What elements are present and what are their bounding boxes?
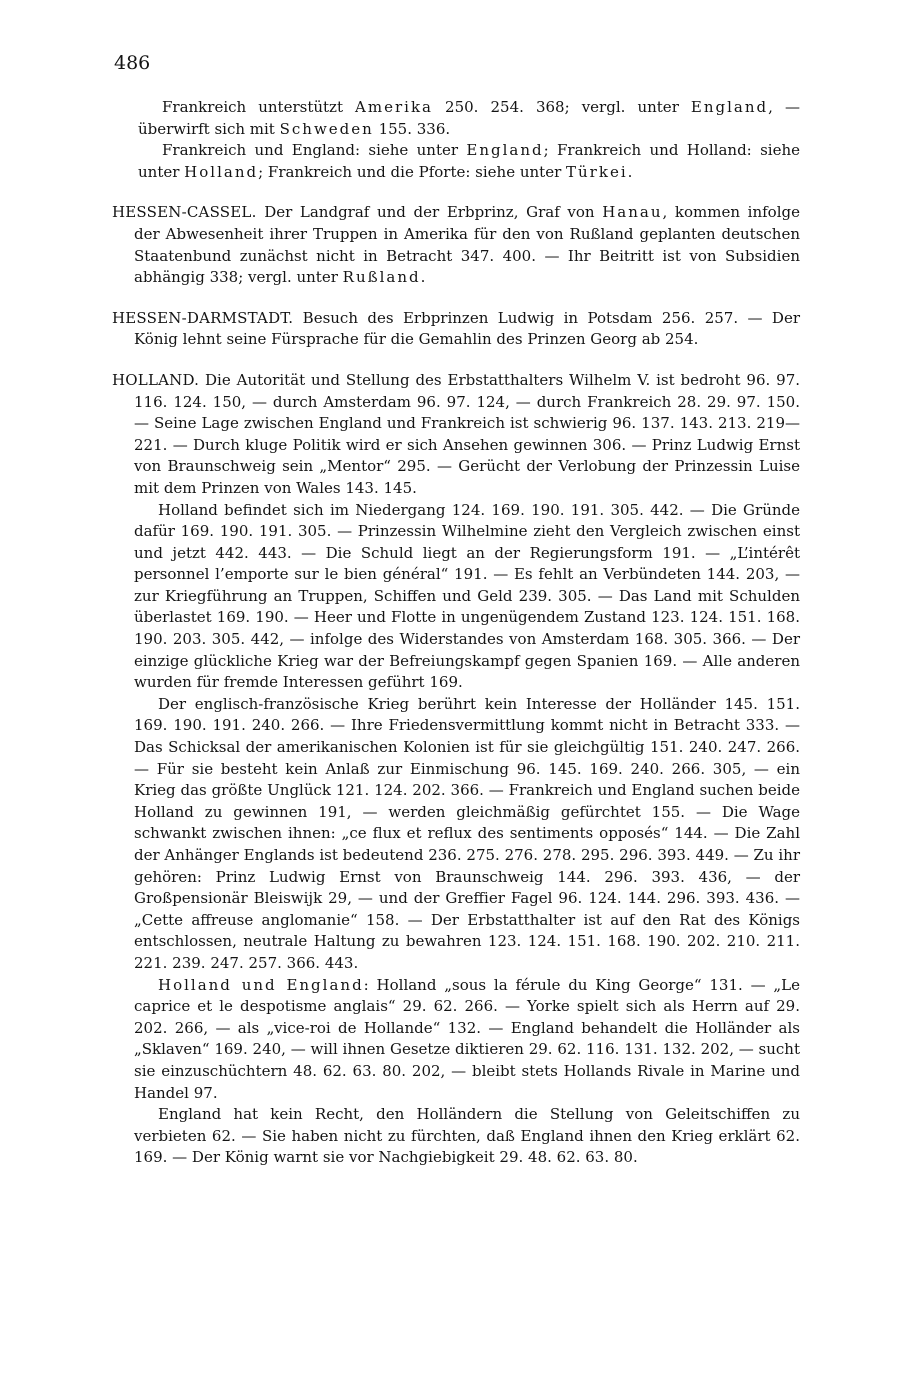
spaced-term: Holland	[184, 162, 259, 181]
entry-text: .	[627, 162, 633, 181]
spaced-term: Amerika	[355, 98, 433, 116]
index-entry	[112, 308, 800, 351]
entry-text: 250. 254. 368; vergl. unter	[432, 98, 691, 116]
spaced-term: England	[690, 98, 769, 116]
entry-paragraph	[134, 500, 800, 694]
entry-paragraph	[134, 1104, 800, 1169]
entry-text: ; Frankreich und Holland: siehe unter	[138, 141, 800, 181]
index-content	[112, 97, 800, 1188]
spaced-term: Holland und England	[158, 975, 364, 994]
entry-text: Die Autorität und Stellung des Erbstatthalters Wilhelm V. ist bedroht 96. 97. 116. 124. 150, — durch Amsterdam 96. 97. 124, — durch Frankreich 28. 29. 97. 150. — Seine Lage zwischen England und Frankreich ist schwierig 96. 137. 143. 213. 219—221. — Durch kluge Politik wird er sich Ansehen gewinnen 306. — Prinz Ludwig Ernst von Braunschweig sein „Mentor“ 295. — Gerücht der Verlobung der Prinzessin Luise mit dem Prinzen von Wales 143. 145.	[134, 370, 800, 497]
entry-paragraph	[138, 140, 800, 183]
entry-heading: HESSEN-CASSEL.	[112, 203, 257, 222]
spaced-term: Türkei	[566, 162, 628, 181]
entry-text: .	[420, 268, 426, 287]
spaced-term: Schweden	[279, 119, 374, 138]
entry-paragraph	[134, 694, 800, 975]
page-number: 486	[114, 52, 151, 74]
entry-paragraph	[112, 202, 800, 288]
entry-heading: HOLLAND.	[112, 370, 200, 389]
index-entry	[112, 370, 800, 1169]
entry-heading: HESSEN-DARMSTADT.	[112, 308, 294, 327]
entry-text: , kommen infolge der Abwesenheit ihrer Truppen in Amerika für den von Rußland geplanten deutschen Staatenbund zunächst nicht in Betracht 347. 400. — Ihr Beitritt ist von Subsidien abhängig 338; vergl. unter	[134, 203, 800, 287]
entry-text: , — überwirft sich mit	[138, 98, 800, 138]
index-entry	[112, 202, 800, 288]
entry-text: Der Landgraf und der Erbprinz, Graf von	[256, 203, 603, 222]
entry-text: Frankreich und England: siehe unter	[162, 141, 467, 160]
entry-text: : Holland „sous la férule du King George“ 131. — „Le caprice et le despotisme anglais“ 29. 62. 266. — Yorke spielt sich als Herrn auf 29. 202. 266, — als „vice-roi de Hollande“ 132. — England behandelt die Holländer als „Sklaven“ 169. 240, — will ihnen Gesetze diktieren 29. 62. 116. 131. 132. 202, — sucht sie einzuschüchtern 48. 62. 63. 80. 202, — bleibt stets Hollands Rivale in Marine und Handel 97.	[134, 975, 800, 1102]
entry-text: Frankreich unterstützt	[162, 98, 356, 116]
spaced-term: Rußland	[342, 268, 421, 287]
entry-text: Der englisch-französische Krieg berührt kein Interesse der Holländer 145. 151. 169. 190. 191. 240. 266. — Ihre Friedensvermittlung kommt nicht in Betracht 333. — Das Schicksal der amerikanischen Kolonien ist für sie gleichgültig 151. 240. 247. 266. — Für sie besteht kein Anlaß zur Einmischung 96. 145. 169. 240. 266. 305, — ein Krieg das größte Unglück 121. 124. 202. 366. — Frankreich und England suchen beide Holland zu gewinnen 191, — werden gleichmäßig gefürchtet 155. — Die Wage schwankt zwischen ihnen: „ce flux et reflux des sentiments opposés“ 144. — Die Zahl der Anhänger Englands ist bedeutend 236. 275. 276. 278. 295. 296. 393. 449. — Zu ihr gehören: Prinz Ludwig Ernst von Braunschweig 144. 296. 393. 436, — der Großpensionär Bleiswijk 29, — und der Greffier Fagel 96. 124. 144. 296. 393. 436. — „Cette affreuse anglomanie“ 158. — Der Erbstatthalter ist auf den Rat des Königs entschlossen, neutrale Haltung zu bewahren 123. 124. 151. 168. 190. 202. 210. 211. 221. 239. 247. 257. 366. 443.	[134, 694, 800, 972]
spaced-term: Hanau	[602, 203, 663, 222]
index-entry	[112, 97, 800, 183]
entry-text: England hat kein Recht, den Holländern die Stellung von Geleitschiffen zu verbieten 62. — Sie haben nicht zu fürchten, daß England ihnen den Krieg erklärt 62. 169. — Der König warnt sie vor Nachgiebigkeit 29. 48. 62. 63. 80.	[134, 1105, 800, 1167]
entry-paragraph	[134, 975, 800, 1105]
entry-paragraph	[112, 308, 800, 351]
spaced-term: England	[466, 141, 544, 160]
entry-text: 155. 336.	[373, 119, 451, 138]
entry-paragraph	[138, 97, 800, 140]
entry-text: Holland befindet sich im Niedergang 124. 169. 190. 191. 305. 442. — Die Gründe dafür 169. 190. 191. 305. — Prinzessin Wilhelmine zieht den Vergleich zwischen einst und jetzt 442. 443. — Die Schuld liegt an der Regierungsform 191. — „L’intérêt personnel l’emporte sur le bien général“ 191. — Es fehlt an Verbündeten 144. 203, — zur Kriegführung an Truppen, Schiffen und Geld 239. 305. — Das Land mit Schulden überlastet 169. 190. — Heer und Flotte in ungenügendem Zustand 123. 124. 151. 168. 190. 203. 305. 442, — infolge des Widerstandes von Amsterdam 168. 305. 366. — Der einzige glückliche Krieg war der Befreiungskampf gegen Spanien 169. — Alle anderen wurden für fremde Interessen geführt 169.	[134, 500, 800, 692]
entry-text: Besuch des Erbprinzen Ludwig in Potsdam 256. 257. — Der König lehnt seine Fürsprache für die Gemahlin des Prinzen Georg ab 254.	[134, 308, 800, 349]
entry-text: ; Frankreich und die Pforte: siehe unter	[258, 162, 567, 181]
entry-paragraph	[112, 370, 800, 500]
